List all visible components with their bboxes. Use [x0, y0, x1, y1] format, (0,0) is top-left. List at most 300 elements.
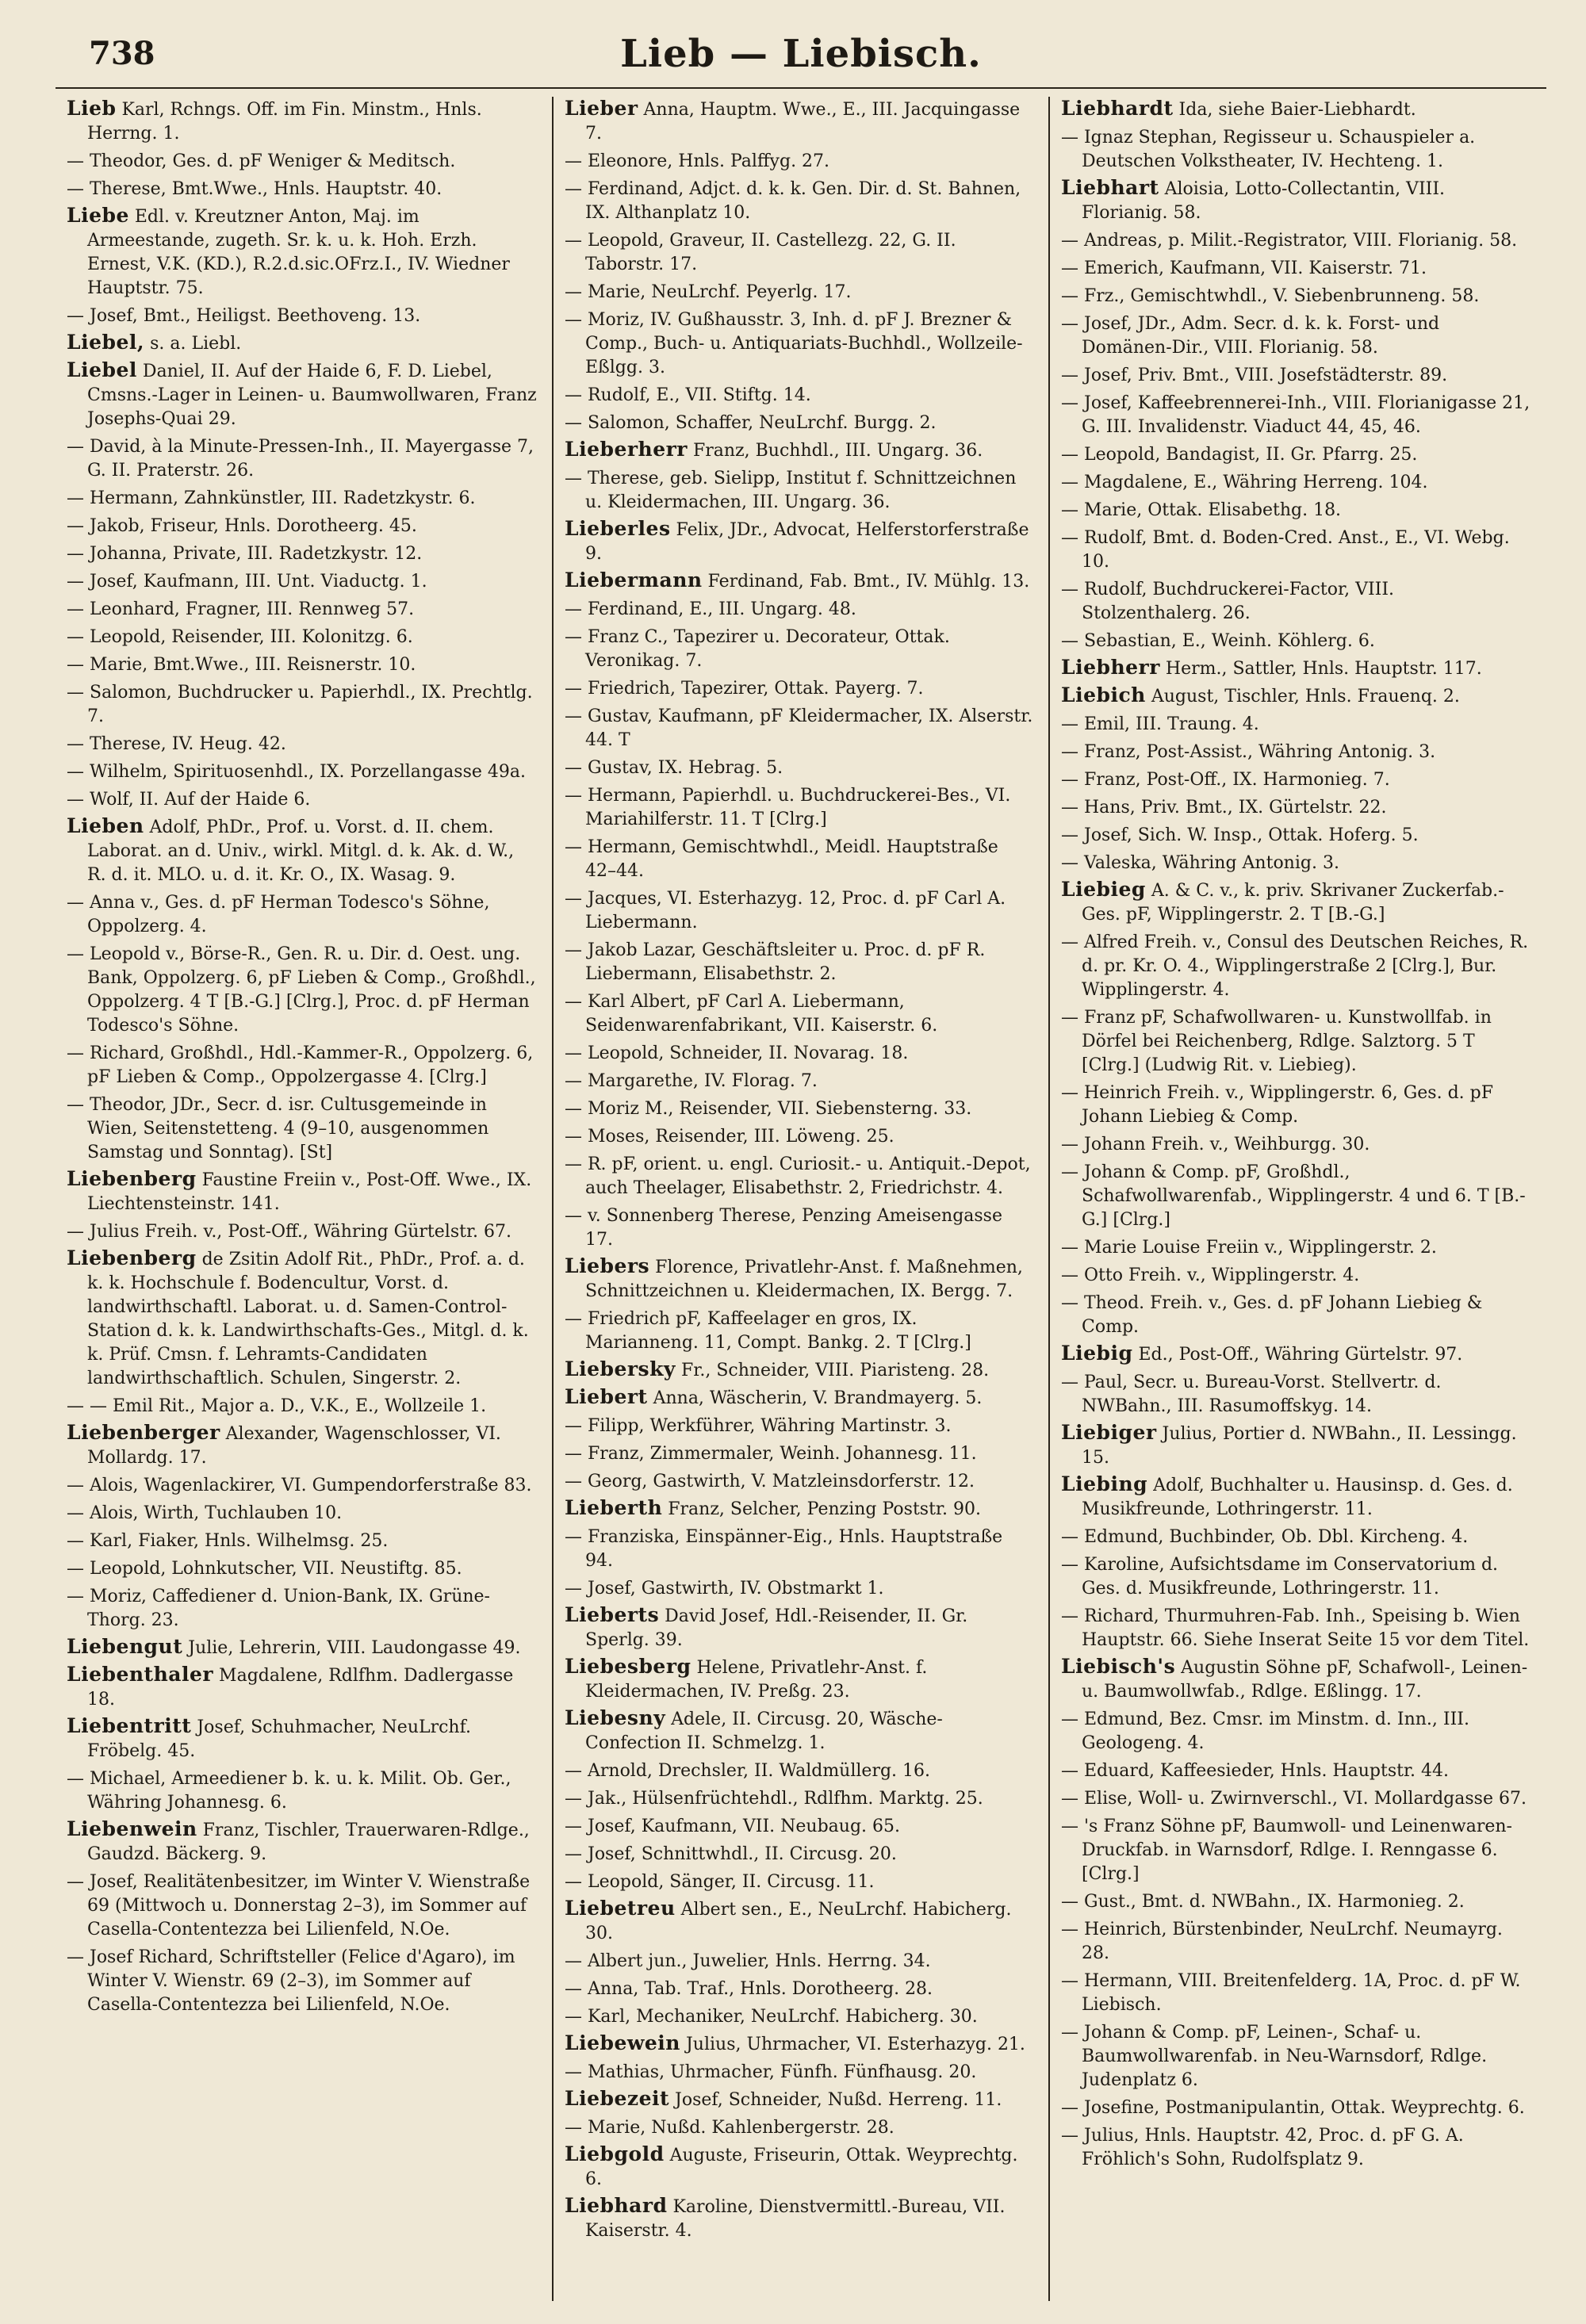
directory-subentry	[1061, 228, 1530, 253]
entry-text: — Wilhelm, Spirituosenhdl., IX. Porzellangasse 49a.	[67, 762, 526, 782]
entry-text: Edl. v. Kreutzner Anton, Maj. im Armeestande, zugeth. Sr. k. u. k. Hoh. Erzh. Ernest, V.K. (KD.), R.2.d.sic.OFrz.I., IV. Wiedner Hauptstr. 75.	[87, 207, 510, 298]
entry-text: Julius, Uhrmacher, VI. Esterhazyg. 21.	[685, 2035, 1025, 2054]
entry-text: — Heinrich Freih. v., Wipplingerstr. 6, Ges. d. pF Johann Liebieg & Comp.	[1061, 1083, 1494, 1127]
entry-text: Herm., Sattler, Hnls. Hauptstr. 117.	[1165, 659, 1482, 679]
entry-text: — Therese, geb. Sielipp, Institut f. Schnittzeichnen u. Kleidermachen, III. Ungarg. 36.	[565, 469, 1017, 512]
directory-entry	[565, 2087, 1034, 2112]
entry-text: — Gustav, IX. Hebrag. 5.	[565, 758, 783, 778]
directory-subentry	[565, 783, 1034, 832]
directory-subentry	[1061, 255, 1530, 281]
directory-subentry	[1061, 1080, 1530, 1129]
directory-subentry	[1061, 283, 1530, 308]
entry-surname: Liebenwein	[67, 1817, 197, 1840]
entry-text: — Julius, Hnls. Hauptstr. 42, Proc. d. pF G. A. Fröhlich's Sohn, Rudolfsplatz 9.	[1061, 2126, 1464, 2169]
entry-text: Julius, Portier d. NWBahn., II. Lessingg. 15.	[1082, 1424, 1517, 1468]
entry-text: — Leopold, Lohnkutscher, VII. Neustiftg. 85.	[67, 1559, 462, 1579]
entry-text: — Georg, Gastwirth, V. Matzleinsdorferstr. 12.	[565, 1472, 975, 1491]
entry-surname: Liebiger	[1061, 1421, 1157, 1444]
entry-text: — Josef, Gastwirth, IV. Obstmarkt 1.	[565, 1579, 884, 1598]
directory-subentry	[67, 1944, 538, 2017]
entry-surname: Lieberts	[565, 1603, 660, 1626]
directory-subentry	[565, 1203, 1034, 1252]
entry-text: — Magdalene, E., Währing Herreng. 104.	[1061, 473, 1428, 492]
entry-text: — Marie, Bmt.Wwe., III. Reisnerstr. 10.	[67, 655, 416, 675]
directory-subentry	[565, 676, 1034, 701]
entry-text: — Richard, Großhdl., Hdl.-Kammer-R., Oppolzerg. 6, pF Lieben & Comp., Oppolzergasse 4. [Clrg.]	[67, 1043, 534, 1087]
directory-subentry	[67, 1040, 538, 1089]
entry-surname: Liebgold	[565, 2142, 665, 2165]
directory-entry	[565, 2194, 1034, 2243]
directory-subentry	[565, 1869, 1034, 1894]
entry-text: Fr., Schneider, VIII. Piaristeng. 28.	[680, 1361, 990, 1380]
directory-subentry	[565, 1096, 1034, 1121]
directory-subentry	[67, 890, 538, 939]
directory-entry	[565, 517, 1034, 566]
directory-subentry	[565, 1524, 1034, 1573]
entry-text: Augustin Söhne pF, Schafwoll-, Leinen- u. Baumwollwfab., Rdlge. Eßlingg. 17.	[1082, 1658, 1528, 1702]
entry-text: Magdalene, Rdlfhm. Dadlergasse 18.	[87, 1666, 514, 1709]
entry-surname: Lieberherr	[565, 438, 688, 461]
entry-text: — Leopold v., Börse-R., Gen. R. u. Dir. d. Oest. ung. Bank, Oppolzerg. 6, pF Lieben & Comp., Großhdl., Oppolzerg. 4 T [B.-G.] [Clrg.], Proc. d. pF Herman Todesco's Söhne.	[67, 944, 536, 1036]
directory-subentry	[1061, 850, 1530, 875]
entry-text: Faustine Freiin v., Post-Off. Wwe., IX. Liechtensteinstr. 141.	[87, 1170, 532, 1214]
directory-subentry	[67, 1219, 538, 1244]
directory-subentry	[565, 176, 1034, 225]
directory-subentry	[565, 1068, 1034, 1093]
directory-subentry	[565, 937, 1034, 986]
entry-surname: Lieberles	[565, 517, 671, 540]
entry-text: — Wolf, II. Auf der Haide 6.	[67, 790, 311, 810]
directory-subentry	[1061, 1369, 1530, 1419]
entry-surname: Liebert	[565, 1385, 648, 1408]
directory-entry	[565, 1357, 1034, 1383]
directory-entry	[565, 2031, 1034, 2057]
directory-subentry	[67, 485, 538, 511]
directory-subentry	[565, 382, 1034, 408]
directory-subentry	[565, 834, 1034, 883]
entry-text: — Leopold, Schneider, II. Novarag. 18.	[565, 1043, 909, 1063]
entry-text: — Hermann, Papierhdl. u. Buchdruckerei-Bes., VI. Mariahilferstr. 11. T [Clrg.]	[565, 786, 1011, 829]
entry-text: Josef, Schuhmacher, NeuLrchf. Fröbelg. 45.	[87, 1717, 471, 1761]
entry-text: Adolf, PhDr., Prof. u. Vorst. d. II. chem. Laborat. an d. Univ., wirkl. Mitgl. d. k. Ak. d. W., R. d. it. MLO. u. d. it. Kr. O., IX. Wasag. 9.	[87, 817, 515, 885]
entry-text: — Emil, III. Traung. 4.	[1061, 714, 1259, 734]
column-right	[1048, 97, 1545, 2301]
directory-entry	[565, 1706, 1034, 1755]
directory-subentry	[67, 513, 538, 538]
entry-text: — Leopold, Graveur, II. Castellezg. 22, G. II. Taborstr. 17.	[565, 231, 956, 274]
directory-subentry	[1061, 124, 1530, 174]
entry-text: — Frz., Gemischtwhdl., V. Siebenbrunneng. 58.	[1061, 286, 1480, 306]
entry-text: — Johann Freih. v., Weihburgg. 30.	[1061, 1135, 1370, 1154]
directory-subentry	[1061, 576, 1530, 626]
directory-subentry	[1061, 1706, 1530, 1755]
entry-text: — Mathias, Uhrmacher, Fünfh. Fünfhausg. 20.	[565, 2062, 977, 2082]
entry-surname: Lieber	[565, 97, 638, 120]
entry-text: Anna, Hauptm. Wwe., E., III. Jacquingasse 7.	[585, 100, 1021, 144]
directory-subentry	[565, 1575, 1034, 1601]
directory-entry	[1061, 1342, 1530, 1367]
directory-entry	[67, 1167, 538, 1216]
entry-text: — 's Franz Söhne pF, Baumwoll- und Leinenwaren-Druckfab. in Warnsdorf, Rdlge. I. Renngasse 6. [Clrg.]	[1061, 1817, 1512, 1884]
entry-surname: Liebenberg	[67, 1167, 197, 1190]
directory-subentry	[67, 624, 538, 649]
entry-text: Auguste, Friseurin, Ottak. Weyprechtg. 6.	[585, 2146, 1018, 2189]
directory-subentry	[565, 410, 1034, 435]
entry-text: — Hermann, Zahnkünstler, III. Radetzkystr. 6.	[67, 488, 476, 508]
directory-subentry	[565, 307, 1034, 380]
entry-text: — Alois, Wirth, Tuchlauben 10.	[67, 1503, 343, 1523]
entry-surname: Liebieg	[1061, 878, 1146, 901]
entry-text: — Franz, Post-Assist., Währing Antonig. 3.	[1061, 742, 1436, 762]
entry-text: — Salomon, Buchdrucker u. Papierhdl., IX. Prechtlg. 7.	[67, 683, 533, 726]
entry-text: — Eleonore, Hnls. Palffyg. 27.	[565, 151, 830, 171]
entry-text: — Edmund, Buchbinder, Ob. Dbl. Kircheng. 4.	[1061, 1527, 1469, 1547]
directory-subentry	[1061, 1786, 1530, 1811]
entry-surname: Lieberth	[565, 1496, 663, 1519]
entry-surname: Liebe	[67, 204, 129, 227]
directory-subentry	[565, 703, 1034, 752]
directory-subentry	[67, 680, 538, 729]
entry-text: — Valeska, Währing Antonig. 3.	[1061, 853, 1339, 873]
entry-text: — Josef, Kaufmann, VII. Neubaug. 65.	[565, 1817, 900, 1836]
entry-surname: Liebich	[1061, 683, 1146, 706]
entry-text: — Josef, Schnittwhdl., II. Circusg. 20.	[565, 1844, 897, 1864]
entry-text: — Franz pF, Schafwollwaren- u. Kunstwollfab. in Dörfel bei Reichenberg, Rdlge. Salztorg. 5 T [Clrg.] (Ludwig Rit. v. Liebieg).	[1061, 1008, 1492, 1075]
directory-entry	[565, 97, 1034, 146]
entry-text: — Albert jun., Juwelier, Hnls. Herrng. 34.	[565, 1951, 931, 1971]
directory-entry	[1061, 1655, 1530, 1704]
directory-subentry	[1061, 525, 1530, 574]
entry-text: — Josef, Realitätenbesitzer, im Winter V. Wienstraße 69 (Mittwoch u. Donnerstag 2–3), im Sommer auf Casella-Contentezza bei Lilienfeld, N.Oe.	[67, 1872, 531, 1939]
directory-subentry	[1061, 1552, 1530, 1601]
entry-surname: Liebers	[565, 1254, 650, 1277]
entry-text: Josef, Schneider, Nußd. Herreng. 11.	[675, 2090, 1002, 2110]
directory-subentry	[67, 541, 538, 566]
entry-text: Alexander, Wagenschlosser, VI. Mollardg. 17.	[87, 1424, 501, 1468]
entry-text: — Jakob Lazar, Geschäftsleiter u. Proc. d. pF R. Liebermann, Elisabethstr. 2.	[565, 940, 986, 984]
entry-surname: Liebel,	[67, 331, 145, 354]
entry-text: — Josef, Kaffeebrennerei-Inh., VIII. Florianigasse 21, G. III. Invalidenstr. Viaduct 44, 45, 46.	[1061, 393, 1530, 437]
entry-surname: Liebel	[67, 358, 137, 381]
entry-text: — Rudolf, Buchdruckerei-Factor, VIII. Stolzenthalerg. 26.	[1061, 580, 1395, 623]
directory-subentry	[565, 1948, 1034, 1974]
directory-entry	[67, 331, 538, 356]
entry-text: — Rudolf, E., VII. Stiftg. 14.	[565, 385, 811, 405]
directory-entry	[67, 1817, 538, 1866]
entry-text: — Franz, Post-Off., IX. Harmonieg. 7.	[1061, 770, 1390, 790]
directory-subentry	[1061, 2095, 1530, 2120]
directory-entry	[67, 1421, 538, 1470]
directory-subentry	[565, 1976, 1034, 2001]
entry-text: — Karl, Mechaniker, NeuLrchf. Habicherg. 30.	[565, 2007, 978, 2027]
entry-surname: Liebetreu	[565, 1897, 676, 1920]
directory-subentry	[1061, 1968, 1530, 2017]
entry-text: — Emerich, Kaufmann, VII. Kaiserstr. 71.	[1061, 258, 1427, 278]
directory-subentry	[67, 1500, 538, 1526]
column-middle	[552, 97, 1048, 2301]
directory-subentry	[565, 1813, 1034, 1839]
entry-surname: Liebhardt	[1061, 97, 1174, 120]
entry-text: — Theodor, Ges. d. pF Weniger & Meditsch.	[67, 151, 456, 171]
entry-surname: Liebersky	[565, 1357, 676, 1380]
entry-text: — Ignaz Stephan, Regisseur u. Schauspieler a. Deutschen Volkstheater, IV. Hechteng. 1.	[1061, 128, 1476, 171]
directory-subentry	[67, 148, 538, 174]
entry-text: — Leopold, Reisender, III. Kolonitzg. 6.	[67, 627, 413, 647]
directory-entry	[67, 1635, 538, 1660]
entry-surname: Liebermann	[565, 569, 703, 592]
directory-subentry	[67, 759, 538, 784]
directory-subentry	[1061, 711, 1530, 737]
directory-subentry	[67, 596, 538, 622]
directory-subentry	[1061, 1603, 1530, 1652]
directory-subentry	[67, 1869, 538, 1942]
entry-text: — Marie, Nußd. Kahlenbergerstr. 28.	[565, 2118, 895, 2138]
entry-surname: Liebewein	[565, 2031, 680, 2054]
directory-entry	[565, 438, 1034, 463]
directory-subentry	[67, 1092, 538, 1165]
column-left	[56, 97, 552, 2301]
directory-subentry	[1061, 739, 1530, 764]
entry-surname: Lieben	[67, 814, 144, 837]
entry-text: — Theodor, JDr., Secr. d. isr. Cultusgemeinde in Wien, Seitenstetteng. 4 (9–10, ausgenommen Samstag und Sonntag). [St]	[67, 1095, 489, 1162]
directory-subentry	[565, 886, 1034, 935]
entry-text: — Marie Louise Freiin v., Wipplingerstr. 2.	[1061, 1238, 1437, 1258]
directory-subentry	[565, 1151, 1034, 1200]
directory-subentry	[565, 1040, 1034, 1066]
entry-text: Anna, Wäscherin, V. Brandmayerg. 5.	[653, 1388, 983, 1408]
entry-text: — Theod. Freih. v., Ges. d. pF Johann Liebieg & Comp.	[1061, 1293, 1483, 1337]
directory-subentry	[1061, 1916, 1530, 1966]
entry-text: Ferdinand, Fab. Bmt., IV. Mühlg. 13.	[707, 572, 1030, 592]
directory-subentry	[565, 596, 1034, 622]
entry-text: — Leopold, Sänger, II. Circusg. 11.	[565, 1872, 875, 1892]
entry-text: — Salomon, Schaffer, NeuLrchf. Burgg. 2.	[565, 413, 937, 433]
directory-subentry	[1061, 1290, 1530, 1339]
directory-subentry	[1061, 794, 1530, 820]
entry-text: Ed., Post-Off., Währing Gürtelstr. 97.	[1138, 1345, 1463, 1365]
directory-subentry	[67, 731, 538, 756]
entry-text: Franz, Tischler, Trauerwaren-Rdlge., Gaudzd. Bäckerg. 9.	[87, 1821, 530, 1864]
entry-text: — Karl, Fiaker, Hnls. Wilhelmsg. 25.	[67, 1531, 389, 1551]
entry-text: — Franziska, Einspänner-Eig., Hnls. Hauptstraße 94.	[565, 1527, 1003, 1571]
entry-text: — Moses, Reisender, III. Löweng. 25.	[565, 1127, 895, 1147]
entry-text: — — Emil Rit., Major a. D., V.K., E., Wollzeile 1.	[67, 1396, 487, 1416]
entry-text: — Gustav, Kaufmann, pF Kleidermacher, IX. Alserstr. 44. T	[565, 706, 1033, 750]
directory-subentry	[565, 1841, 1034, 1866]
entry-text: — Heinrich, Bürstenbinder, NeuLrchf. Neumayrg. 28.	[1061, 1920, 1503, 1963]
entry-surname: Liebentritt	[67, 1714, 192, 1737]
entry-text: — Margarethe, IV. Florag. 7.	[565, 1071, 818, 1091]
entry-text: — Johann & Comp. pF, Leinen-, Schaf- u. Baumwollwarenfab. in Neu-Warnsdorf, Rdlge. Judenplatz 6.	[1061, 2023, 1488, 2090]
entry-text: — Arnold, Drechsler, II. Waldmüllerg. 16.	[565, 1761, 931, 1781]
directory-subentry	[1061, 1131, 1530, 1157]
directory-subentry	[1061, 2123, 1530, 2172]
directory-subentry	[1061, 442, 1530, 467]
entry-text: Ida, siehe Baier-Liebhardt.	[1178, 100, 1416, 120]
entry-text: — Otto Freih. v., Wipplingerstr. 4.	[1061, 1265, 1360, 1285]
directory-subentry	[67, 303, 538, 328]
entry-text: — Josef, Priv. Bmt., VIII. Josefstädterstr. 89.	[1061, 366, 1448, 385]
entry-text: — Moriz, IV. Gußhausstr. 3, Inh. d. pF J. Brezner & Comp., Buch- u. Antiquariats-Buchhdl., Wollzeile-Eßlgg. 3.	[565, 310, 1023, 377]
directory-entry	[565, 1385, 1034, 1411]
entry-text: — Jakob, Friseur, Hnls. Dorotheerg. 45.	[67, 516, 417, 536]
entry-text: — Leopold, Bandagist, II. Gr. Pfarrg. 25.	[1061, 445, 1418, 465]
entry-text: — Ferdinand, E., III. Ungarg. 48.	[565, 599, 856, 619]
directory-page	[56, 24, 1546, 2307]
entry-text: — Karl Albert, pF Carl A. Liebermann, Seidenwarenfabrikant, VII. Kaiserstr. 6.	[565, 992, 938, 1036]
entry-text: — Hermann, Gemischtwhdl., Meidl. Hauptstraße 42–44.	[565, 837, 998, 881]
directory-subentry	[1061, 1813, 1530, 1886]
entry-text: Helene, Privatlehr-Anst. f. Kleidermachen, IV. Preßg. 23.	[585, 1658, 928, 1702]
entry-text: — R. pF, orient. u. engl. Curiosit.- u. Antiquit.-Depot, auch Theelager, Elisabethstr. 2, Friedrichstr. 4.	[565, 1154, 1031, 1198]
entry-surname: Liebenberger	[67, 1421, 220, 1444]
directory-entry	[67, 814, 538, 887]
entry-surname: Liebhart	[1061, 176, 1159, 199]
directory-subentry	[1061, 1235, 1530, 1260]
directory-subentry	[1061, 390, 1530, 439]
entry-text: — Josefine, Postmanipulantin, Ottak. Weyprechtg. 6.	[1061, 2098, 1525, 2118]
entry-text: s. a. Liebl.	[150, 334, 242, 354]
entry-text: — Marie, Ottak. Elisabethg. 18.	[1061, 500, 1342, 520]
entry-text: — Paul, Secr. u. Bureau-Vorst. Stellvertr. d. NWBahn., III. Rasumoffskyg. 14.	[1061, 1373, 1442, 1416]
directory-entry	[1061, 878, 1530, 927]
directory-subentry	[1061, 1262, 1530, 1288]
entry-surname: Liebenthaler	[67, 1663, 214, 1686]
directory-entry	[67, 204, 538, 301]
running-title: Lieb — Liebisch.	[620, 32, 982, 76]
entry-text: — Josef, Bmt., Heiligst. Beethoveng. 13.	[67, 306, 421, 326]
directory-entry	[1061, 656, 1530, 681]
entry-text: — Franz C., Tapezirer u. Decorateur, Ottak. Veronikag. 7.	[565, 627, 950, 671]
directory-subentry	[565, 228, 1034, 277]
directory-subentry	[67, 1528, 538, 1553]
entry-text: — Ferdinand, Adjct. d. k. k. Gen. Dir. d. St. Bahnen, IX. Althanplatz 10.	[565, 179, 1021, 223]
entry-text: de Zsitin Adolf Rit., PhDr., Prof. a. d. k. k. Hochschule f. Bodencultur, Vorst. d. landwirthschaftl. Laborat. u. d. Samen-Control-Station d. k. k. Landwirthschafts-Ges., Mitgl. d. k. k. Prüf. Cmsn. f. Lehramts-Candidaten landwirthschaftlich. Schulen, Singerstr. 2.	[87, 1250, 529, 1388]
directory-entry	[67, 1246, 538, 1391]
entry-text: Karl, Rchngs. Off. im Fin. Minstm., Hnls. Herrng. 1.	[87, 100, 482, 144]
entry-surname: Liebesberg	[565, 1655, 691, 1678]
entry-text: — Johanna, Private, III. Radetzkystr. 12.	[67, 544, 423, 564]
entry-text: — Andreas, p. Milit.-Registrator, VIII. Florianig. 58.	[1061, 231, 1518, 251]
entry-text: Daniel, II. Auf der Haide 6, F. D. Liebel, Cmsns.-Lager in Leinen- u. Baumwollwaren, Franz Josephs-Quai 29.	[87, 362, 537, 429]
directory-subentry	[565, 1306, 1034, 1355]
entry-surname: Lieb	[67, 97, 117, 120]
directory-subentry	[1061, 929, 1530, 1002]
directory-subentry	[67, 787, 538, 812]
directory-subentry	[565, 624, 1034, 673]
entry-surname: Liebhard	[565, 2194, 668, 2217]
entry-text: — Elise, Woll- u. Zwirnverschl., VI. Mollardgasse 67.	[1061, 1789, 1527, 1809]
entry-surname: Liebenberg	[67, 1246, 197, 1269]
entry-text: — Josef, Sich. W. Insp., Ottak. Hoferg. 5.	[1061, 825, 1419, 845]
directory-subentry	[67, 569, 538, 594]
entry-text: — Sebastian, E., Weinh. Köhlerg. 6.	[1061, 631, 1375, 651]
directory-subentry	[67, 1583, 538, 1633]
entry-text: Felix, JDr., Advocat, Helferstorferstraße 9.	[585, 520, 1029, 564]
directory-subentry	[1061, 362, 1530, 388]
entry-surname: Liebisch's	[1061, 1655, 1176, 1678]
directory-entry	[67, 1714, 538, 1763]
directory-entry	[565, 1603, 1034, 1652]
entry-text: — Hermann, VIII. Breitenfelderg. 1A, Proc. d. pF W. Liebisch.	[1061, 1971, 1521, 2015]
entry-text: — Josef, JDr., Adm. Secr. d. k. k. Forst- und Domänen-Dir., VIII. Florianig. 58.	[1061, 314, 1440, 358]
directory-entry	[1061, 97, 1530, 122]
entry-text: Adolf, Buchhalter u. Hausinsp. d. Ges. d. Musikfreunde, Lothringerstr. 11.	[1082, 1476, 1513, 1519]
directory-subentry	[565, 2115, 1034, 2140]
entry-text: — Josef, Kaufmann, III. Unt. Viaductg. 1.	[67, 572, 427, 592]
directory-entry	[1061, 176, 1530, 225]
entry-text: — David, à la Minute-Pressen-Inh., II. Mayergasse 7, G. II. Praterstr. 26.	[67, 437, 534, 480]
directory-entry	[1061, 683, 1530, 709]
page-number: 738	[89, 35, 155, 72]
directory-subentry	[1061, 628, 1530, 653]
entry-text: A. & C. v., k. priv. Skrivaner Zuckerfab.-Ges. pF, Wipplingerstr. 2. T [B.-G.]	[1082, 881, 1504, 925]
entry-text: Karoline, Dienstvermittl.-Bureau, VII. Kaiserstr. 4.	[585, 2197, 1006, 2241]
entry-text: — Gust., Bmt. d. NWBahn., IX. Harmonieg. 2.	[1061, 1892, 1465, 1912]
directory-subentry	[1061, 1159, 1530, 1232]
entry-surname: Liebig	[1061, 1342, 1133, 1365]
directory-subentry	[1061, 2020, 1530, 2092]
directory-subentry	[565, 1413, 1034, 1438]
directory-subentry	[67, 941, 538, 1038]
directory-subentry	[1061, 1758, 1530, 1783]
directory-subentry	[565, 1758, 1034, 1783]
directory-subentry	[1061, 1889, 1530, 1914]
directory-subentry	[565, 989, 1034, 1038]
entry-text: Aloisia, Lotto-Collectantin, VIII. Florianig. 58.	[1082, 179, 1446, 223]
entry-text: — Edmund, Bez. Cmsr. im Minstm. d. Inn., III. Geologeng. 4.	[1061, 1709, 1469, 1753]
entry-text: — Filipp, Werkführer, Währing Martinstr. 3.	[565, 1416, 952, 1436]
directory-subentry	[67, 1556, 538, 1581]
directory-subentry	[67, 652, 538, 677]
entry-text: — Therese, IV. Heug. 42.	[67, 734, 286, 754]
entry-text: — Friedrich pF, Kaffeelager en gros, IX. Marianneng. 11, Compt. Bankg. 2. T [Clrg.]	[565, 1309, 971, 1353]
entry-surname: Liebherr	[1061, 656, 1160, 679]
directory-entry	[565, 1496, 1034, 1522]
directory-entry	[1061, 1472, 1530, 1522]
directory-subentry	[1061, 767, 1530, 792]
directory-subentry	[565, 2004, 1034, 2029]
directory-subentry	[67, 1472, 538, 1498]
entry-text: — Anna, Tab. Traf., Hnls. Dorotheerg. 28.	[565, 1979, 933, 1999]
entry-text: — Richard, Thurmuhren-Fab. Inh., Speising b. Wien Hauptstr. 66. Siehe Inserat Seite 15 vor dem Titel.	[1061, 1606, 1530, 1650]
entry-text: — Jak., Hülsenfrüchtehdl., Rdlfhm. Marktg. 25.	[565, 1789, 983, 1809]
directory-entry	[565, 569, 1034, 594]
directory-subentry	[1061, 1005, 1530, 1078]
directory-entry	[67, 1663, 538, 1712]
directory-entry	[67, 358, 538, 431]
directory-subentry	[1061, 469, 1530, 495]
directory-entry	[565, 1655, 1034, 1704]
entry-surname: Liebing	[1061, 1472, 1148, 1495]
entry-text: — Leonhard, Fragner, III. Rennweg 57.	[67, 599, 415, 619]
entry-text: August, Tischler, Hnls. Frauenq. 2.	[1151, 687, 1460, 706]
entry-surname: Liebengut	[67, 1635, 183, 1658]
entry-text: — Therese, Bmt.Wwe., Hnls. Hauptstr. 40.	[67, 179, 442, 199]
entry-text: — Julius Freih. v., Post-Off., Währing Gürtelstr. 67.	[67, 1222, 512, 1242]
directory-subentry	[67, 1393, 538, 1419]
directory-subentry	[565, 279, 1034, 304]
entry-text: — v. Sonnenberg Therese, Penzing Ameisengasse 17.	[565, 1206, 1002, 1250]
entry-text: Albert sen., E., NeuLrchf. Habicherg. 30.	[585, 1900, 1012, 1943]
directory-subentry	[1061, 497, 1530, 523]
entry-text: — Eduard, Kaffeesieder, Hnls. Hauptstr. 44.	[1061, 1761, 1450, 1781]
entry-text: — Karoline, Aufsichtsdame im Conservatorium d. Ges. d. Musikfreunde, Lothringerstr. 11.	[1061, 1555, 1499, 1598]
directory-subentry	[565, 2059, 1034, 2085]
entry-text: Julie, Lehrerin, VIII. Laudongasse 49.	[188, 1638, 521, 1658]
directory-subentry	[67, 434, 538, 483]
entry-surname: Liebesny	[565, 1706, 666, 1729]
